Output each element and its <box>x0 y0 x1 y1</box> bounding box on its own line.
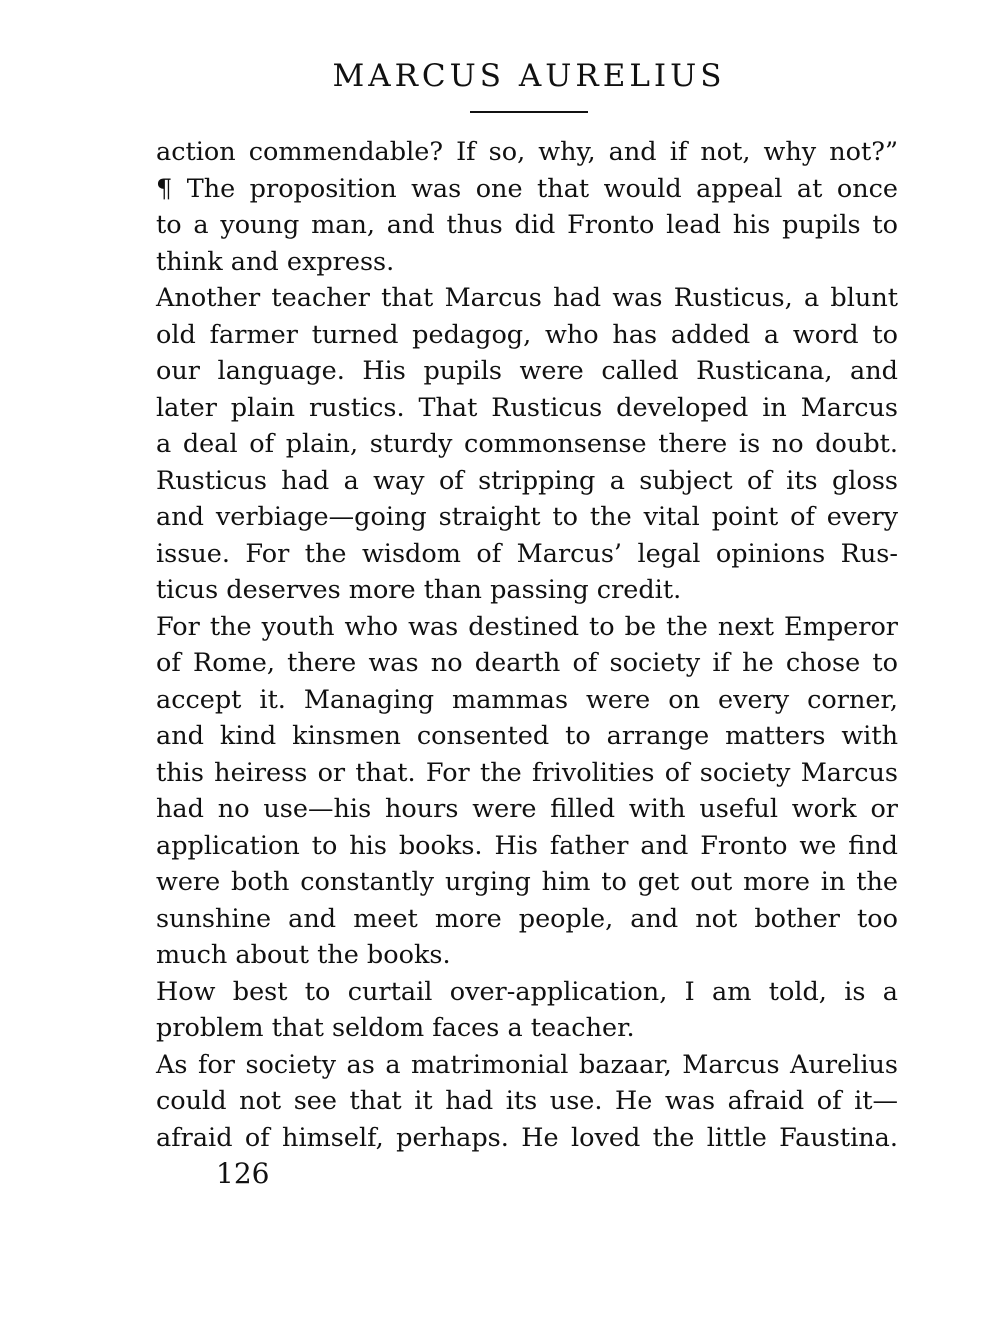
running-head: MARCUS AURELIUS <box>332 58 726 94</box>
page-number: 126 <box>216 1157 270 1190</box>
text-line: Rusticus had a way of stripping a subject of its gloss <box>156 465 898 496</box>
text-line: could not see that it had its use. He was afraid of it— <box>156 1086 898 1116</box>
text-line: much about the books. <box>156 940 451 970</box>
text-line: think and express. <box>156 246 395 277</box>
text-line: How best to curtail over-application, I am told, is a <box>156 976 898 1007</box>
text-line: action commendable? If so, why, and if not, why not?” <box>156 137 898 167</box>
text-line: had no use—his hours were filled with useful work or <box>156 794 898 824</box>
text-line: and kind kinsmen consented to arrange matters with <box>156 721 898 751</box>
text-line: our language. His pupils were called Rusticana, and <box>156 356 898 386</box>
text-line: As for society as a matrimonial bazaar, Marcus Aurelius <box>156 1049 898 1080</box>
text-line: were both constantly urging him to get out more in the <box>156 867 898 897</box>
text-line: accept it. Managing mammas were on every corner, <box>156 684 898 715</box>
header-rule <box>470 111 588 113</box>
text-line: old farmer turned pedagog, who has added a word to <box>156 319 898 350</box>
text-line: afraid of himself, perhaps. He loved the little Faustina. <box>156 1122 898 1153</box>
text-line: issue. For the wisdom of Marcus’ legal opinions Rus- <box>156 538 898 569</box>
text-line: application to his books. His father and Fronto we find <box>156 830 898 861</box>
text-line: this heiress or that. For the frivolities of society Marcus <box>156 757 898 788</box>
text-line: a deal of plain, sturdy commonsense there is no doubt. <box>156 429 898 459</box>
text-line: For the youth who was destined to be the next Emperor <box>156 611 898 642</box>
body-text <box>156 134 898 1156</box>
text-line: Another teacher that Marcus had was Rusticus, a blunt <box>156 283 898 313</box>
text-line: and verbiage—going straight to the vital point of every <box>156 502 898 532</box>
text-line: ¶ The proposition was one that would appeal at once <box>156 173 898 204</box>
text-line: of Rome, there was no dearth of society if he chose to <box>156 648 898 678</box>
text-line: ticus deserves more than passing credit. <box>156 575 682 605</box>
text-line: to a young man, and thus did Fronto lead his pupils to <box>156 210 898 240</box>
text-line: problem that seldom faces a teacher. <box>156 1013 635 1043</box>
text-line: sunshine and meet more people, and not bother too <box>156 903 898 934</box>
text-line: later plain rustics. That Rusticus developed in Marcus <box>156 392 898 423</box>
